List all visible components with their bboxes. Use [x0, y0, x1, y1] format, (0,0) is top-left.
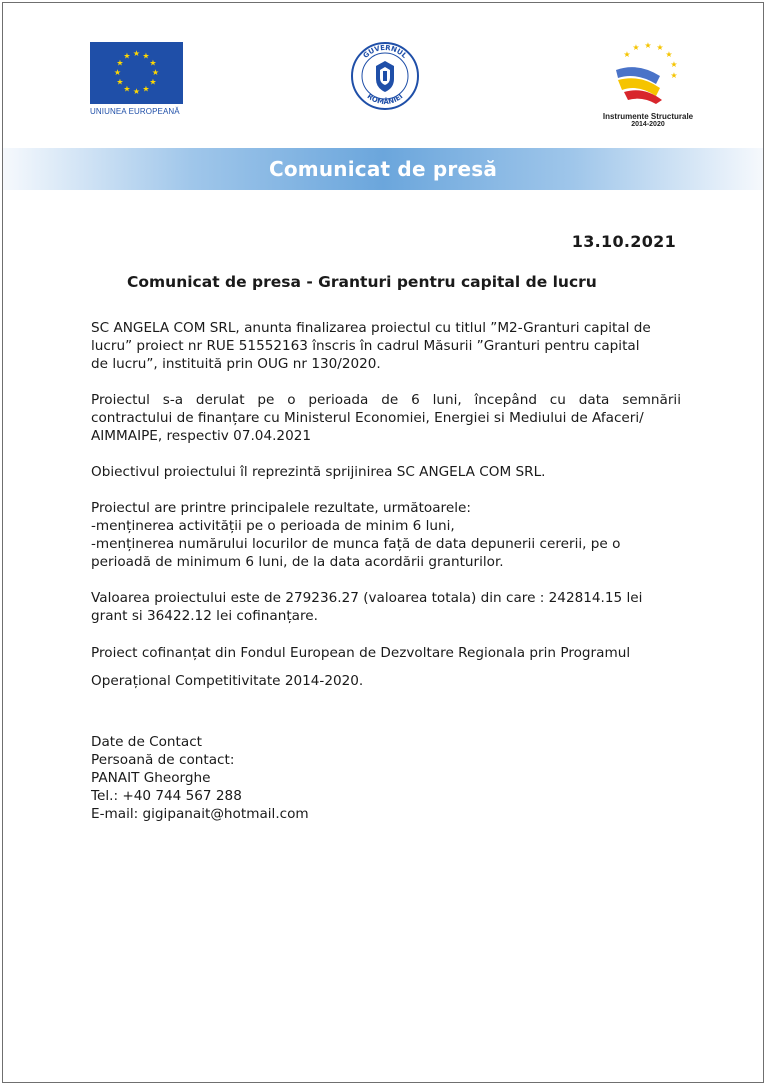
guvern-top-text: GUVERNUL	[361, 43, 409, 60]
svg-text:★: ★	[132, 49, 141, 58]
svg-text:★: ★	[670, 71, 678, 80]
svg-text:ROMÂNIEI	[366, 92, 405, 106]
svg-text:★: ★	[113, 68, 122, 77]
paragraph-project-value	[91, 589, 681, 625]
paragraph-results	[91, 499, 681, 571]
text-line: Proiectul are printre principalele rezultate, următoarele:	[91, 500, 471, 516]
svg-text:★: ★	[665, 50, 673, 59]
svg-text:★: ★	[670, 60, 678, 69]
svg-text:★: ★	[149, 77, 157, 87]
svg-text:★: ★	[123, 51, 131, 61]
contact-person-name: PANAIT Gheorghe	[91, 770, 211, 786]
text-line: perioadă de minimum 6 luni, de la data acordării granturilor.	[91, 554, 504, 570]
paragraph-project-duration	[91, 391, 681, 445]
text-line: Proiectul s-a derulat pe o perioada de 6 luni, începând cu data semnării	[91, 392, 681, 408]
svg-text:★: ★	[142, 84, 150, 94]
text-line: Operațional Competitivitate 2014-2020.	[91, 673, 364, 689]
eu-caption: UNIUNEA EUROPEANĂ	[90, 107, 180, 116]
eu-flag-icon	[90, 42, 183, 104]
instrumente-caption: Instrumente Structurale	[602, 112, 694, 121]
svg-text:★: ★	[123, 84, 131, 94]
text-line: grant si 36422.12 lei cofinanțare.	[91, 608, 318, 624]
svg-text:★: ★	[623, 50, 631, 59]
svg-text:★: ★	[132, 87, 141, 96]
contact-person-label: Persoană de contact:	[91, 752, 235, 768]
svg-text:★: ★	[142, 51, 150, 61]
svg-text:GUVERNUL	[362, 44, 409, 60]
guvernul-romaniei-logo	[350, 41, 420, 111]
text-line: -menținerea activității pe o perioada de minim 6 luni,	[91, 518, 455, 534]
text-line: AIMMAIPE, respectiv 07.04.2021	[91, 428, 312, 444]
release-date: 13.10.2021	[571, 232, 676, 251]
text-line: contractului de finanțare cu Ministerul Economiei, Energiei si Mediului de Afaceri/	[91, 410, 644, 426]
svg-text:★: ★	[632, 43, 640, 52]
banner-title: Comunicat de presă	[268, 157, 498, 181]
svg-text:★: ★	[151, 68, 160, 77]
svg-text:★: ★	[116, 77, 124, 87]
svg-text:★: ★	[149, 58, 157, 68]
svg-text:★: ★	[656, 43, 664, 52]
contact-phone: Tel.: +40 744 567 288	[91, 788, 242, 804]
contact-title: Date de Contact	[91, 734, 203, 750]
guvern-bottom-text: ROMÂNIEI	[365, 92, 405, 107]
press-release-banner	[3, 148, 763, 190]
text-line: lucru” proiect nr RUE 51552163 înscris în cadrul Măsurii ”Granturi pentru capital	[91, 338, 640, 354]
guvern-arc-text	[350, 41, 420, 111]
text-line: de lucru”, instituită prin OUG nr 130/2020.	[91, 356, 381, 372]
text-line: Obiectivul proiectului îl reprezintă sprijinirea SC ANGELA COM SRL.	[91, 464, 546, 480]
contact-email: E-mail: gigipanait@hotmail.com	[91, 806, 309, 822]
svg-text:★: ★	[116, 58, 124, 68]
document-heading: Comunicat de presa - Granturi pentru capital de lucru	[127, 273, 597, 291]
svg-text:★: ★	[644, 41, 652, 50]
instrumente-structurale-logo	[598, 40, 698, 128]
instrumente-structurale-icon	[598, 40, 698, 106]
paragraph-objective	[91, 463, 681, 481]
text-line: -menținerea numărului locurilor de munca față de data depunerii cererii, pe o	[91, 536, 621, 552]
contact-block	[91, 733, 309, 823]
text-line: Proiect cofinanțat din Fondul European de Dezvoltare Regionala prin Programul	[91, 645, 631, 661]
text-line: Valoarea proiectului este de 279236.27 (valoarea totala) din care : 242814.15 lei	[91, 590, 643, 606]
paragraph-cofinancing	[91, 639, 681, 695]
eu-logo	[90, 42, 185, 116]
instrumente-years: 2014-2020	[631, 121, 665, 128]
paragraph-project-announcement	[91, 319, 681, 373]
text-line: SC ANGELA COM SRL, anunta finalizarea proiectul cu titlul ”M2-Granturi capital de	[91, 320, 651, 336]
document-body	[91, 319, 681, 713]
